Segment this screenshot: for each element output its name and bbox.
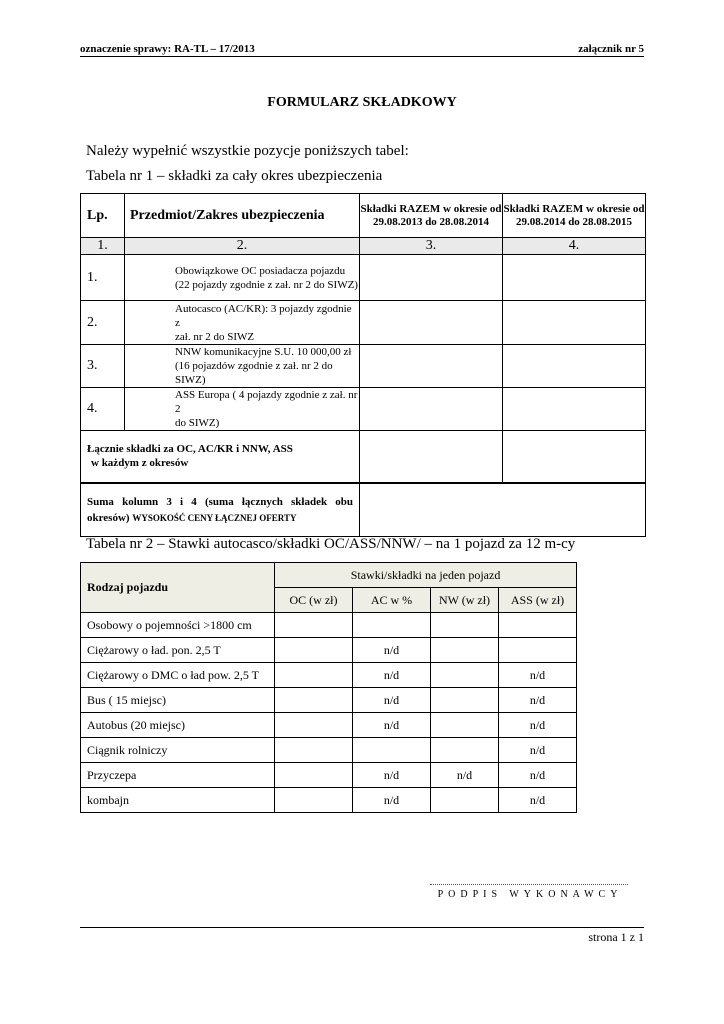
vehicle-type: kombajn [81, 788, 275, 813]
rate-cell[interactable] [275, 788, 353, 813]
grand-total-input[interactable] [360, 483, 646, 537]
col-group-header: Stawki/składki na jeden pojazd [275, 563, 577, 588]
col-type-header: Rodzaj pojazdu [81, 563, 275, 613]
col-ac-header: AC w % [353, 588, 431, 613]
vehicle-type: Autobus (20 miejsc) [81, 713, 275, 738]
rate-cell[interactable] [431, 638, 499, 663]
vehicle-type: Ciągnik rolniczy [81, 738, 275, 763]
table-header-row [81, 194, 646, 238]
row-description [125, 301, 360, 345]
table-row [81, 763, 577, 788]
col-period2-header: Składki RAZEM w okresie od 29.08.2014 do 28.08.2015 [503, 194, 646, 238]
row-description-line: ASS Europa ( 4 pojazdy zgodnie z zał. nr 2 [175, 389, 358, 415]
premium-input-period1[interactable] [360, 255, 503, 301]
total-label [81, 431, 360, 483]
total-label-line: w każdym z okresów [91, 457, 189, 470]
table-row [81, 713, 577, 738]
rate-cell[interactable] [431, 738, 499, 763]
col-number: 3. [360, 238, 503, 255]
attachment-number: załącznik nr 5 [578, 43, 644, 55]
table-row [81, 255, 646, 301]
rate-cell[interactable] [431, 688, 499, 713]
rate-cell: n/d [499, 738, 577, 763]
grand-total-caps: WYSOKOŚĆ CENY ŁĄCZNEJ OFERTY [132, 512, 297, 523]
col-period1-header: Składki RAZEM w okresie od 29.08.2013 do 28.08.2014 [360, 194, 503, 238]
table-row [81, 638, 577, 663]
table-row [81, 688, 577, 713]
col-number: 1. [81, 238, 125, 255]
row-number: 3. [81, 345, 125, 388]
premium-input-period1[interactable] [360, 388, 503, 431]
rate-cell[interactable] [431, 663, 499, 688]
column-number-row [81, 238, 646, 255]
signature-line [430, 884, 628, 885]
rate-cell: n/d [353, 663, 431, 688]
rate-cell: n/d [353, 713, 431, 738]
col-number: 2. [125, 238, 360, 255]
col-ass-header: ASS (w zł) [499, 588, 577, 613]
rate-cell: n/d [353, 638, 431, 663]
table-row [81, 788, 577, 813]
vehicle-type: Osobowy o pojemności >1800 cm [81, 613, 275, 638]
rate-cell[interactable] [275, 688, 353, 713]
rate-cell[interactable] [431, 613, 499, 638]
row-description-line: Autocasco (AC/KR): 3 pojazdy zgodnie z [175, 302, 352, 329]
col-subject-header: Przedmiot/Zakres ubezpieczenia [125, 194, 360, 238]
rate-cell[interactable] [275, 713, 353, 738]
vehicle-type: Ciężarowy o ład. pon. 2,5 T [81, 638, 275, 663]
table2-caption: Tabela nr 2 – Stawki autocasco/składki OC/ASS/NNW/ – na 1 pojazd za 12 m-cy [86, 536, 576, 552]
rate-cell: n/d [353, 788, 431, 813]
rate-cell: n/d [353, 763, 431, 788]
rate-cell[interactable] [353, 613, 431, 638]
case-reference: oznaczenie sprawy: RA-TL – 17/2013 [80, 43, 255, 55]
col-number: 4. [503, 238, 646, 255]
signature-label: PODPIS WYKONAWCY [437, 889, 623, 900]
table-row [81, 345, 646, 388]
row-description-line: (22 pojazdy zgodnie z zał. nr 2 do SIWZ) [175, 278, 358, 291]
premium-input-period2[interactable] [503, 301, 646, 345]
row-description [125, 345, 360, 388]
grand-total-row [81, 483, 646, 537]
rate-cell[interactable] [353, 738, 431, 763]
rate-cell: n/d [499, 713, 577, 738]
rates-table [80, 562, 577, 813]
row-description-line: NNW komunikacyjne S.U. 10 000,00 zł [175, 346, 352, 358]
rate-cell[interactable] [499, 638, 577, 663]
table-row [81, 301, 646, 345]
premium-table [80, 193, 646, 537]
rates-header-row [81, 563, 577, 588]
row-description-line: do SIWZ) [175, 417, 220, 429]
table-row [81, 738, 577, 763]
rate-cell: n/d [499, 788, 577, 813]
page-number: strona 1 z 1 [588, 930, 644, 944]
row-description-line: (16 pojazdów zgodnie z zał. nr 2 do SIWZ) [175, 360, 333, 386]
row-number: 2. [81, 301, 125, 345]
page-title: FORMULARZ SKŁADKOWY [267, 95, 457, 110]
rate-cell[interactable] [499, 613, 577, 638]
rate-cell: n/d [499, 763, 577, 788]
rate-cell[interactable] [431, 713, 499, 738]
col-nw-header: NW (w zł) [431, 588, 499, 613]
rate-cell[interactable] [275, 663, 353, 688]
total-label-line: Łącznie składki za OC, AC/KR i NNW, ASS [87, 443, 293, 456]
vehicle-type: Bus ( 15 miejsc) [81, 688, 275, 713]
premium-input-period1[interactable] [360, 301, 503, 345]
rate-cell[interactable] [275, 613, 353, 638]
grand-total-text: Suma kolumn 3 i 4 (suma łącznych składek obu okresów) [87, 495, 353, 524]
grand-total-label [81, 483, 360, 537]
row-description [125, 388, 360, 431]
rate-cell[interactable] [275, 738, 353, 763]
row-number: 4. [81, 388, 125, 431]
row-number: 1. [81, 255, 125, 301]
instruction-text: Należy wypełnić wszystkie pozycje poniższych tabel: [86, 143, 409, 159]
row-description [125, 255, 360, 301]
total-input-period2[interactable] [503, 431, 646, 483]
footer-rule [80, 927, 644, 928]
col-lp-header: Lp. [81, 194, 125, 238]
rate-cell: n/d [431, 763, 499, 788]
premium-input-period1[interactable] [360, 345, 503, 388]
vehicle-type: Ciężarowy o DMC o ład pow. 2,5 T [81, 663, 275, 688]
table1-caption: Tabela nr 1 – składki za cały okres ubezpieczenia [86, 168, 383, 184]
premium-input-period2[interactable] [503, 345, 646, 388]
rate-cell[interactable] [275, 638, 353, 663]
total-row [81, 431, 646, 483]
rate-cell: n/d [499, 663, 577, 688]
row-description-line: zał. nr 2 do SIWZ [175, 330, 255, 343]
vehicle-type: Przyczepa [81, 763, 275, 788]
rate-cell[interactable] [275, 763, 353, 788]
table-row [81, 388, 646, 431]
rate-cell[interactable] [431, 788, 499, 813]
premium-input-period2[interactable] [503, 388, 646, 431]
total-input-period1[interactable] [360, 431, 503, 483]
header-rule [80, 56, 644, 57]
rate-cell: n/d [353, 688, 431, 713]
table-row [81, 613, 577, 638]
row-description-line: Obowiązkowe OC posiadacza pojazdu [175, 264, 346, 277]
premium-input-period2[interactable] [503, 255, 646, 301]
rate-cell: n/d [499, 688, 577, 713]
col-oc-header: OC (w zł) [275, 588, 353, 613]
table-row [81, 663, 577, 688]
